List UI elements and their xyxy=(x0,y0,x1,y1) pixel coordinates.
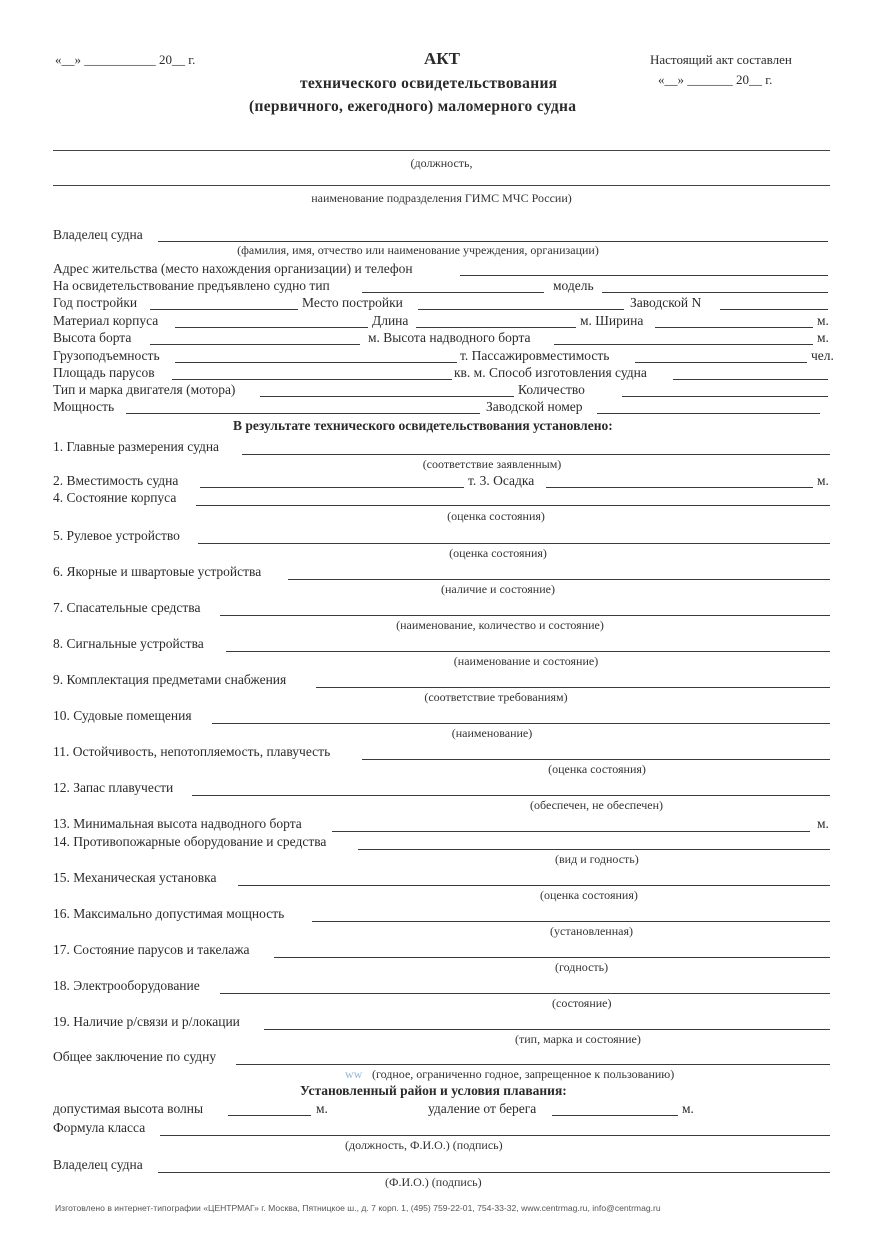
document-subtitle-line2: (первичного, ежегодного) маломерного судна xyxy=(249,98,577,115)
document-title: АКТ xyxy=(424,49,460,68)
factory-no-field[interactable] xyxy=(720,309,828,310)
header-right-label: Настоящий акт составлен xyxy=(650,52,792,67)
model-label: модель xyxy=(553,278,594,293)
result-item-field[interactable] xyxy=(274,957,830,958)
result-item-field[interactable] xyxy=(238,885,830,886)
class-formula-field[interactable] xyxy=(160,1135,830,1136)
min-freeboard-field[interactable] xyxy=(332,831,810,832)
class-formula-hint-text: (должность, Ф.И.О.) (подпись) xyxy=(345,1138,503,1152)
result-item-field[interactable] xyxy=(212,723,830,724)
wave-field[interactable] xyxy=(228,1115,311,1116)
owner-field[interactable] xyxy=(158,241,828,242)
class-formula-label: Формула класса xyxy=(53,1120,146,1135)
build-method-label: кв. м. Способ изготовления судна xyxy=(454,365,647,380)
header-left-date: «__» ___________ 20__ г. xyxy=(55,52,196,67)
engine-field[interactable] xyxy=(260,396,514,397)
capacity-label: Грузоподъемность xyxy=(53,348,160,363)
result-item-hint-text: (тип, марка и состояние) xyxy=(515,1032,641,1046)
model-field[interactable] xyxy=(602,292,828,293)
issuer-position-hint: (должность, xyxy=(410,156,473,170)
draft-unit: м. xyxy=(817,473,829,488)
result-item-label: 14. Противопожарные оборудование и средства xyxy=(53,834,327,849)
result-item-hint: (наименование, количество и состояние) xyxy=(396,618,604,632)
result-item-hint: (оценка состояния) xyxy=(548,762,646,776)
passenger-field[interactable] xyxy=(635,362,807,363)
factory-no-label: Заводской N xyxy=(630,295,702,310)
width-unit: м. xyxy=(817,313,829,328)
result-item-field[interactable] xyxy=(198,543,830,544)
capacity-field[interactable] xyxy=(175,362,457,363)
result-item-label: 5. Рулевое устройство xyxy=(53,528,180,543)
result-item-label: 10. Судовые помещения xyxy=(53,708,192,723)
freeboard-unit: м. xyxy=(817,330,829,345)
issuer-department-hint: наименование подразделения ГИМС МЧС России) xyxy=(311,191,572,205)
result-item-hint-text: (состояние) xyxy=(552,996,612,1010)
distance-unit: м. xyxy=(682,1101,694,1116)
passenger-label: т. Пассажировместимость xyxy=(460,348,610,363)
result-item-hint-text: (вид и годность) xyxy=(555,852,639,866)
power-field[interactable] xyxy=(126,413,480,414)
result-item-label: 6. Якорные и швартовые устройства xyxy=(53,564,262,579)
address-label: Адрес жительства (место нахождения организации) и телефон xyxy=(53,261,413,276)
draft-field[interactable] xyxy=(546,487,813,488)
hull-material-field[interactable] xyxy=(175,327,368,328)
build-year-label: Год постройки xyxy=(53,295,138,310)
result-item-label: 8. Сигнальные устройства xyxy=(53,636,204,651)
result-item-label: 9. Комплектация предметами снабжения xyxy=(53,672,287,687)
length-field[interactable] xyxy=(416,327,576,328)
draft-label: т. 3. Осадка xyxy=(468,473,535,488)
issuer-department-line[interactable] xyxy=(53,185,830,186)
freeboard-field[interactable] xyxy=(554,344,813,345)
owner-signature-field[interactable] xyxy=(158,1172,830,1173)
result-item-label: 18. Электрооборудование xyxy=(53,978,200,993)
result-item-label: 16. Максимально допустимая мощность xyxy=(53,906,285,921)
quantity-field[interactable] xyxy=(622,396,828,397)
vessel-type-label: На освидетельствование предъявлено судно тип xyxy=(53,278,330,293)
distance-label: удаление от берега xyxy=(428,1101,537,1116)
result-item-label: 15. Механическая установка xyxy=(53,870,217,885)
width-label: м. Ширина xyxy=(580,313,644,328)
length-label: Длина xyxy=(372,313,409,328)
result-item-label: 1. Главные размерения судна xyxy=(53,439,220,454)
issuer-position-line[interactable] xyxy=(53,150,830,151)
distance-field[interactable] xyxy=(552,1115,678,1116)
result-item-field[interactable] xyxy=(226,651,830,652)
sail-area-label: Площадь парусов xyxy=(53,365,155,380)
result-item-hint-text: (оценка состояния) xyxy=(540,888,638,902)
quantity-label: Количество xyxy=(518,382,585,397)
result-item-label: 7. Спасательные средства xyxy=(53,600,201,615)
address-field[interactable] xyxy=(460,275,828,276)
result-item-label: 13. Минимальная высота надводного борта xyxy=(53,816,302,831)
result-item-label: 12. Запас плавучести xyxy=(53,780,174,795)
vessel-type-field[interactable] xyxy=(362,292,544,293)
result-item-hint-text: (обеспечен, не обеспечен) xyxy=(530,798,664,812)
min-freeboard-unit: м. xyxy=(817,816,829,831)
board-height-label: Высота борта xyxy=(53,330,132,345)
result-item-field[interactable] xyxy=(242,454,830,455)
capacity-result-field[interactable] xyxy=(200,487,464,488)
sail-area-field[interactable] xyxy=(172,379,452,380)
conclusion-field[interactable] xyxy=(236,1064,830,1065)
result-item-hint: (оценка состояния) xyxy=(447,509,545,523)
engine-no-field[interactable] xyxy=(597,413,820,414)
printer-footer: Изготовлено в интернет-типографии «ЦЕНТРМАГ» г. Москва, Пятницкое ш., д. 7 корп. 1, (495) 759-22-01, 754-33-32, www.centrmag.ru, info@centrmag.ru xyxy=(55,1203,661,1213)
width-field[interactable] xyxy=(655,327,813,328)
result-item-hint: (соответствие заявленным) xyxy=(422,457,562,471)
owner-signature-hint-text: (Ф.И.О.) (подпись) xyxy=(385,1175,482,1189)
conclusion-hint-text: (годное, ограниченно годное, запрещенное к пользованию) xyxy=(372,1067,675,1081)
owner-hint: (фамилия, имя, отчество или наименование учреждения, организации) xyxy=(237,243,599,257)
wave-label: допустимая высота волны xyxy=(53,1101,204,1116)
board-height-field[interactable] xyxy=(150,344,360,345)
result-item-hint-text: (установленная) xyxy=(550,924,633,938)
result-item-hint: (оценка состояния) xyxy=(449,546,547,560)
result-item-label: 11. Остойчивость, непотопляемость, плавучесть xyxy=(53,744,331,759)
build-year-field[interactable] xyxy=(150,309,298,310)
build-place-field[interactable] xyxy=(418,309,624,310)
result-item-hint-text: (годность) xyxy=(555,960,609,974)
watermark-text: ww xyxy=(345,1067,363,1081)
result-item-hint: (наличие и состояние) xyxy=(441,582,555,596)
result-item-field[interactable] xyxy=(312,921,830,922)
result-item-field[interactable] xyxy=(264,1029,830,1030)
result-item-label: 17. Состояние парусов и такелажа xyxy=(53,942,250,957)
freeboard-label: м. Высота надводного борта xyxy=(368,330,531,345)
document-subtitle-line1: технического освидетельствования xyxy=(300,75,558,92)
build-place-label: Место постройки xyxy=(302,295,403,310)
navigation-heading: Установленный район и условия плавания: xyxy=(300,1083,567,1098)
result-item-field[interactable] xyxy=(220,993,830,994)
result-item-label: 2. Вместимость судна xyxy=(53,473,179,488)
owner-label: Владелец судна xyxy=(53,227,143,242)
engine-label: Тип и марка двигателя (мотора) xyxy=(53,382,236,397)
result-item-hint: (наименование) xyxy=(451,726,533,740)
build-method-field[interactable] xyxy=(673,379,828,380)
result-item-field[interactable] xyxy=(358,849,830,850)
result-item-hint: (наименование и состояние) xyxy=(453,654,599,668)
result-item-field[interactable] xyxy=(220,615,830,616)
header-right-date: «__» _______ 20__ г. xyxy=(658,72,773,87)
wave-unit: м. xyxy=(316,1101,328,1116)
result-item-field[interactable] xyxy=(362,759,830,760)
result-item-label: 4. Состояние корпуса xyxy=(53,490,177,505)
passenger-unit: чел. xyxy=(811,348,834,363)
result-item-field[interactable] xyxy=(196,505,830,506)
result-item-field[interactable] xyxy=(192,795,830,796)
owner-signature-label: Владелец судна xyxy=(53,1157,143,1172)
result-item-label: 19. Наличие р/связи и р/локации xyxy=(53,1014,240,1029)
result-item-hint: (соответствие требованиям) xyxy=(424,690,568,704)
engine-no-label: Заводской номер xyxy=(486,399,583,414)
conclusion-label: Общее заключение по судну xyxy=(53,1049,217,1064)
result-item-field[interactable] xyxy=(288,579,830,580)
hull-material-label: Материал корпуса xyxy=(53,313,159,328)
result-item-field[interactable] xyxy=(316,687,830,688)
results-heading: В результате технического освидетельствования установлено: xyxy=(233,418,613,433)
power-label: Мощность xyxy=(53,399,115,414)
